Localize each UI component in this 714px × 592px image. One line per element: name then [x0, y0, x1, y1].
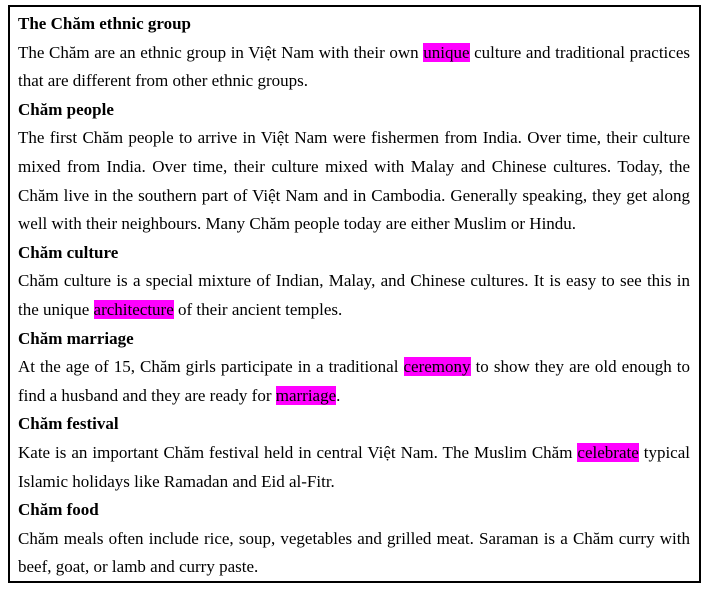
section-heading-marriage: Chăm marriage [18, 328, 134, 348]
text-segment: Chăm culture is a special mixture of Indian, Malay, and Chinese cultures. It is easy to see this in the unique [18, 271, 690, 319]
section-heading-people: Chăm people [18, 99, 114, 119]
text-segment: to show they are old enough to find a husband and they are ready for [18, 357, 690, 405]
highlighted-keyword: marriage [275, 385, 337, 405]
text-segment: . [336, 385, 341, 405]
text-segment: Chăm meals often include rice, soup, vegetables and grilled meat. Saraman is a Chăm curry with beef, goat, or lamb and curry paste. [18, 528, 690, 577]
section-heading-culture: Chăm culture [18, 242, 119, 262]
section-heading-festival: Chăm festival [18, 414, 119, 434]
highlighted-keyword: celebrate [577, 442, 639, 462]
section-heading-food: Chăm food [18, 500, 99, 520]
highlighted-keyword: ceremony [403, 357, 471, 377]
text-segment: culture and traditional practices that are different from other ethnic groups. [18, 42, 690, 91]
section-paragraph-people [18, 124, 690, 238]
section-paragraph-culture [18, 267, 690, 324]
highlighted-keyword: unique [423, 42, 470, 62]
text-segment: Kate is an important Chăm festival held in central Việt Nam. The Muslim Chăm [18, 442, 578, 462]
text-segment: At the age of 15, Chăm girls participate in a traditional [18, 357, 404, 377]
text-segment: The Chăm are an ethnic group in Việt Nam with their own [18, 42, 424, 62]
section-paragraph-marriage [18, 353, 690, 410]
text-segment: typical Islamic holidays like Ramadan and Eid al-Fitr. [18, 442, 690, 491]
text-segment: of their ancient temples. [173, 299, 343, 319]
section-paragraph-food [18, 525, 690, 582]
highlighted-keyword: architecture [93, 299, 174, 319]
section-paragraph-festival [18, 439, 690, 496]
document-frame [8, 5, 701, 583]
text-segment: The first Chăm people to arrive in Việt Nam were fishermen from India. Over time, their culture mixed from India. Over time, their culture mixed with Malay and Chinese cultures. Today, the Chăm live in the southern part of Việt Nam and in Cambodia. Generally speaking, they get along well with their neighbours. Many Chăm people today are either Muslim or Hindu. [18, 128, 690, 234]
section-paragraph-ethnic-group [18, 39, 690, 96]
section-heading-ethnic-group: The Chăm ethnic group [18, 14, 192, 33]
